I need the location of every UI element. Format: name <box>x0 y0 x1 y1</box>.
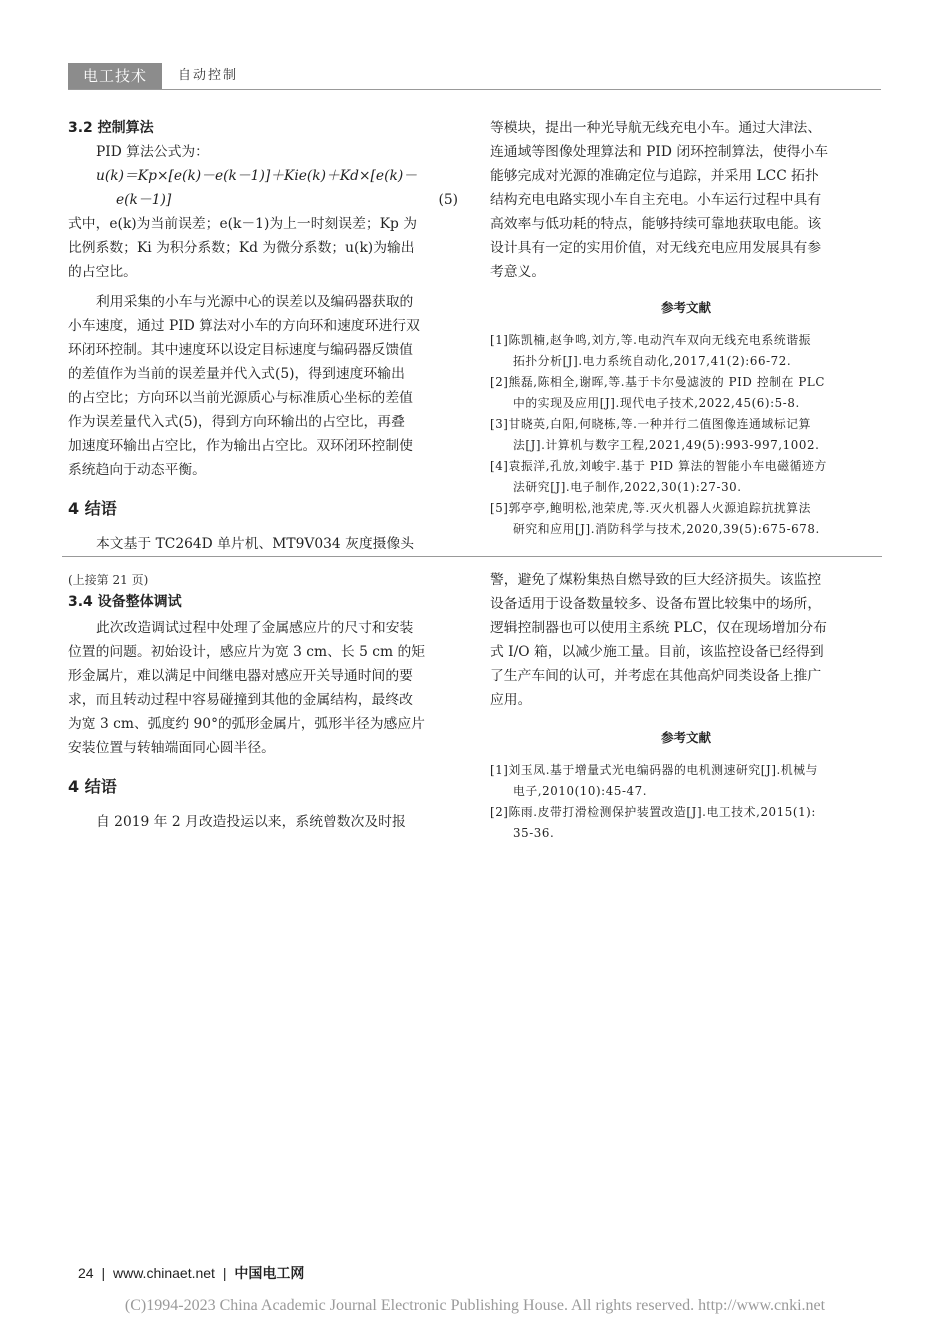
text-line: 加速度环输出占空比，作为输出占空比。双环闭环控制使 <box>68 438 413 454</box>
formula-line: e(k－1)] <box>116 192 172 208</box>
text-line: 设计具有一定的实用价值，对无线充电应用发展具有参 <box>490 240 822 256</box>
reference-item: [4]袁振洋,孔放,刘峻宇.基于 PID 算法的智能小车电磁循迹方 法研究[J].电子制作,2022,30(1):27-30. <box>490 459 827 494</box>
column-name: 自动控制 <box>178 68 239 83</box>
header-rule <box>68 89 881 90</box>
text-line: 式中，e(k)为当前误差；e(k－1)为上一时刻误差；Kp 为 <box>68 216 418 232</box>
reference-item: [1]陈凯楠,赵争鸣,刘方,等.电动汽车双向无线充电系统谐振 拓扑分析[J].电力系统自动化,2017,41(2):66-72. <box>490 333 812 368</box>
text-line: 的差值作为当前的误差量并代入式(5)，得到速度环输出 <box>68 366 405 382</box>
references-title: 参考文献 <box>660 300 711 315</box>
text-line: 等模块，提出一种光导航无线充电小车。通过大津法、 <box>490 120 822 136</box>
text-line: 式 I/O 箱，以减少施工量。目前，该监控设备已经得到 <box>490 644 824 660</box>
article-divider <box>62 556 882 557</box>
text-line: 环闭环控制。其中速度环以设定目标速度与编码器反馈值 <box>68 342 413 358</box>
text-line: 作为误差量代入式(5)，得到方向环输出的占空比，再叠 <box>68 414 405 430</box>
text-line: 结构充电电路实现小车自主充电。小车运行过程中具有 <box>490 192 822 208</box>
text-line: 的占空比。 <box>68 264 137 280</box>
text-line: 安装位置与转轴端面同心圆半径。 <box>68 740 275 756</box>
text-line: 应用。 <box>490 692 532 708</box>
text-line: 了生产车间的认可，并考虑在其他高炉同类设备上推广 <box>490 668 822 684</box>
brand-name: 中国电工网 <box>234 1266 305 1282</box>
page-number: 24 <box>78 1265 94 1281</box>
text-line: 小车速度，通过 PID 算法对小车的方向环和速度环进行双 <box>68 318 420 334</box>
text-line: 能够完成对光源的准确定位与追踪，并采用 LCC 拓扑 <box>490 168 819 184</box>
upper-left-column <box>68 116 458 556</box>
conclusion-heading: 4 结语 <box>68 777 117 796</box>
page-footer <box>78 1263 304 1283</box>
text-line: 系统趋向于动态平衡。 <box>68 462 206 478</box>
lower-right-column <box>490 568 882 844</box>
text-line: 逻辑控制器也可以使用主系统 PLC，仅在现场增加分布 <box>490 620 827 636</box>
text-line: 自 2019 年 2 月改造投运以来，系统曾数次及时报 <box>96 814 406 830</box>
formula-line: u(k)＝Kp×[e(k)－e(k－1)]＋Kie(k)＋Kd×[e(k)－ <box>96 168 417 184</box>
copyright-notice: (C)1994-2023 China Academic Journal Electronic Publishing House. All rights reserved. http://www.cnki.net <box>124 1297 826 1314</box>
text-line: 位置的问题。初始设计，感应片为宽 3 cm、长 5 cm 的矩 <box>68 644 426 660</box>
text-line: 比例系数；Ki 为积分系数；Kd 为微分系数；u(k)为输出 <box>68 240 415 256</box>
pid-intro: PID 算法公式为： <box>96 144 209 160</box>
references-title: 参考文献 <box>660 730 711 745</box>
conclusion-heading: 4 结语 <box>68 499 117 518</box>
reference-item: [3]甘晓英,白阳,何晓栋,等.一种并行二值图像连通域标记算 法[J].计算机与数字工程,2021,49(5):993-997,1002. <box>490 417 820 452</box>
text-line: 设备适用于设备数量较多、设备布置比较集中的场所， <box>490 596 822 612</box>
footer-separator: | <box>222 1265 227 1281</box>
upper-right-column <box>490 116 882 540</box>
equation-number: (5) <box>438 192 458 208</box>
reference-item: [5]郭亭亭,鲍明松,池荣虎,等.灭火机器人火源追踪抗扰算法 研究和应用[J].消防科学与技术,2020,39(5):675-678. <box>490 501 820 536</box>
text-line: 形金属片，难以满足中间继电器对感应开关导通时间的要 <box>68 668 413 684</box>
text-line: 的占空比；方向环以当前光源质心与标准质心坐标的差值 <box>68 390 413 406</box>
section-heading: 3.4 设备整体调试 <box>68 594 182 610</box>
site-link[interactable]: www.chinaet.net <box>113 1265 215 1281</box>
reference-item: [2]熊磊,陈相全,谢晖,等.基于卡尔曼滤波的 PID 控制在 PLC 中的实现及应用[J].现代电子技术,2022,45(6):5-8. <box>490 375 825 410</box>
text-line: 警，避免了煤粉集热自燃导致的巨大经济损失。该监控 <box>490 572 822 588</box>
lower-left-column <box>68 570 458 834</box>
reference-item: [1]刘玉凤.基于增量式光电编码器的电机测速研究[J].机械与 电子,2010(10):45-47. <box>490 763 819 798</box>
continued-note: (上接第 21 页) <box>68 573 149 587</box>
text-line: 为宽 3 cm、弧度约 90°的弧形金属片，弧形半径为感应片 <box>68 716 425 732</box>
text-line: 利用采集的小车与光源中心的误差以及编码器获取的 <box>96 294 414 310</box>
formula-row <box>68 188 458 212</box>
text-line: 求，而且转动过程中容易碰撞到其他的金属结构，最终改 <box>68 692 413 708</box>
reference-item: [2]陈雨.皮带打滑检测保护装置改造[J].电工技术,2015(1): 35-36. <box>490 805 816 840</box>
text-line: 考意义。 <box>490 264 546 280</box>
section-heading: 3.2 控制算法 <box>68 120 154 136</box>
text-line: 连通域等图像处理算法和 PID 闭环控制算法，使得小车 <box>490 144 829 160</box>
footer-separator: | <box>101 1265 106 1281</box>
text-line: 高效率与低功耗的特点，能够持续可靠地获取电能。该 <box>490 216 822 232</box>
text-line: 此次改造调试过程中处理了金属感应片的尺寸和安装 <box>96 620 414 636</box>
text-line: 本文基于 TC264D 单片机、MT9V034 灰度摄像头 <box>96 536 415 552</box>
journal-name: 电工技术 <box>68 63 162 89</box>
